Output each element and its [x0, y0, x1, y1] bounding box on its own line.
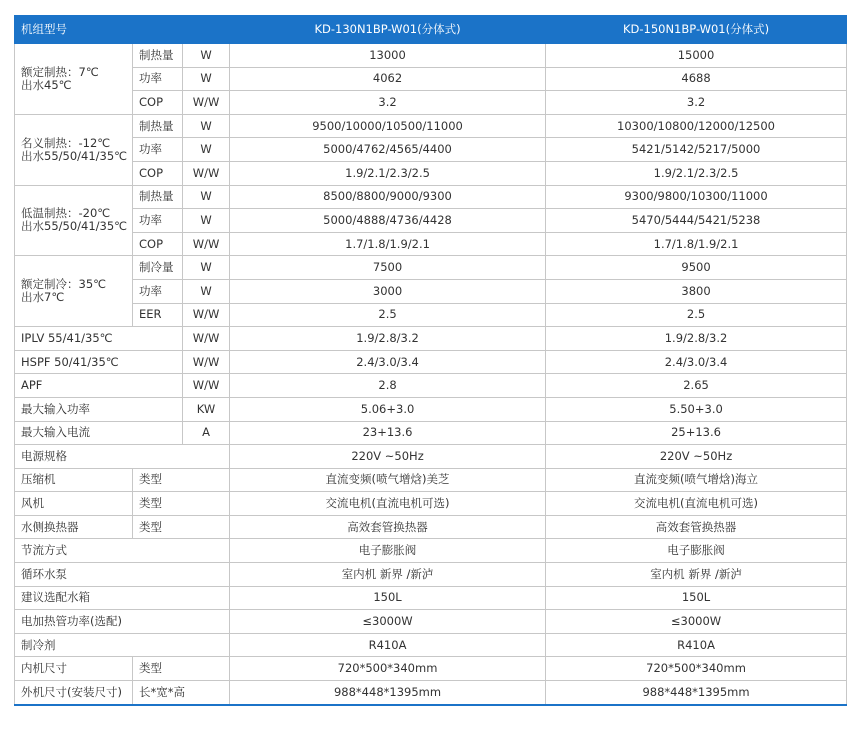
value-a: 2.4/3.0/3.4 — [230, 350, 546, 374]
header-label: 机组型号 — [15, 16, 230, 44]
value-a: 988*448*1395mm — [230, 681, 546, 705]
table-row — [15, 421, 847, 445]
value-a: 7500 — [230, 256, 546, 280]
value-a: 高效套管换热器 — [230, 515, 546, 539]
unit-cell: W — [183, 44, 230, 68]
row-label: APF — [15, 374, 183, 398]
value-b: 直流变频(喷气增焓)海立 — [546, 468, 847, 492]
value-a: 2.8 — [230, 374, 546, 398]
table-row — [15, 185, 847, 209]
spec-table — [14, 15, 847, 706]
value-a: 交流电机(直流电机可选) — [230, 492, 546, 516]
row-label: 循环水泵 — [15, 563, 230, 587]
group-label: 低温制热：-20℃ 出水55/50/41/35℃ — [15, 185, 133, 256]
table-row — [15, 67, 847, 91]
unit-cell: W — [183, 209, 230, 233]
model-b-name: KD-150N1BP-W01(分体式) — [546, 16, 847, 44]
sub-label: COP — [133, 161, 183, 185]
sub-label: 功率 — [133, 209, 183, 233]
value-b: 电子膨胀阀 — [546, 539, 847, 563]
value-a: 5000/4762/4565/4400 — [230, 138, 546, 162]
value-a: 1.9/2.8/3.2 — [230, 327, 546, 351]
sub-label: 功率 — [133, 138, 183, 162]
value-a: 5.06+3.0 — [230, 397, 546, 421]
row-label: 风机 — [15, 492, 133, 516]
table-row — [15, 327, 847, 351]
sub-label: 类型 — [133, 468, 230, 492]
value-b: 4688 — [546, 67, 847, 91]
unit-cell: W/W — [183, 350, 230, 374]
table-row — [15, 610, 847, 634]
value-a: 4062 — [230, 67, 546, 91]
group-label: 名义制热：-12℃ 出水55/50/41/35℃ — [15, 114, 133, 185]
sub-label: 类型 — [133, 492, 230, 516]
value-a: 2.5 — [230, 303, 546, 327]
unit-cell: W — [183, 67, 230, 91]
value-a: 5000/4888/4736/4428 — [230, 209, 546, 233]
table-row — [15, 657, 847, 681]
value-a: 直流变频(喷气增焓)美芝 — [230, 468, 546, 492]
value-b: 高效套管换热器 — [546, 515, 847, 539]
table-row — [15, 161, 847, 185]
header-row — [15, 16, 847, 44]
value-b: 2.4/3.0/3.4 — [546, 350, 847, 374]
value-b: ≤3000W — [546, 610, 847, 634]
value-a: 3.2 — [230, 91, 546, 115]
unit-cell: W — [183, 185, 230, 209]
value-a: 室内机 新界 /新泸 — [230, 563, 546, 587]
sub-label: COP — [133, 91, 183, 115]
table-row — [15, 44, 847, 68]
table-row — [15, 633, 847, 657]
table-row — [15, 209, 847, 233]
sub-label: 功率 — [133, 67, 183, 91]
value-b: 220V ~50Hz — [546, 445, 847, 469]
table-row — [15, 681, 847, 705]
unit-cell: W/W — [183, 161, 230, 185]
row-label: 最大输入电流 — [15, 421, 183, 445]
table-row — [15, 468, 847, 492]
table-row — [15, 279, 847, 303]
sub-label: COP — [133, 232, 183, 256]
sub-label: 功率 — [133, 279, 183, 303]
value-b: 5470/5444/5421/5238 — [546, 209, 847, 233]
row-label: 电源规格 — [15, 445, 230, 469]
sub-label: 制热量 — [133, 44, 183, 68]
sub-label: 制冷量 — [133, 256, 183, 280]
value-a: 220V ~50Hz — [230, 445, 546, 469]
value-a: ≤3000W — [230, 610, 546, 634]
value-b: 150L — [546, 586, 847, 610]
row-label: 制冷剂 — [15, 633, 230, 657]
value-b: 15000 — [546, 44, 847, 68]
unit-cell: W/W — [183, 91, 230, 115]
value-a: 3000 — [230, 279, 546, 303]
table-row — [15, 539, 847, 563]
value-a: R410A — [230, 633, 546, 657]
sub-label: 类型 — [133, 657, 230, 681]
value-b: 1.9/2.8/3.2 — [546, 327, 847, 351]
value-b: R410A — [546, 633, 847, 657]
unit-cell: W — [183, 256, 230, 280]
table-row — [15, 586, 847, 610]
table-row — [15, 138, 847, 162]
value-a: 9500/10000/10500/11000 — [230, 114, 546, 138]
table-row — [15, 563, 847, 587]
value-b: 1.7/1.8/1.9/2.1 — [546, 232, 847, 256]
row-label: 外机尺寸(安装尺寸) — [15, 681, 133, 705]
value-b: 交流电机(直流电机可选) — [546, 492, 847, 516]
row-label: IPLV 55/41/35℃ — [15, 327, 183, 351]
group-label: 额定制热：7℃ 出水45℃ — [15, 44, 133, 115]
row-label: 最大输入功率 — [15, 397, 183, 421]
table-row — [15, 303, 847, 327]
sub-label: 长*宽*高 — [133, 681, 230, 705]
value-b: 720*500*340mm — [546, 657, 847, 681]
unit-cell: W — [183, 114, 230, 138]
value-a: 150L — [230, 586, 546, 610]
value-a: 13000 — [230, 44, 546, 68]
value-a: 23+13.6 — [230, 421, 546, 445]
value-a: 8500/8800/9000/9300 — [230, 185, 546, 209]
table-row — [15, 515, 847, 539]
unit-cell: W — [183, 279, 230, 303]
group-label: 额定制冷：35℃ 出水7℃ — [15, 256, 133, 327]
table-row — [15, 114, 847, 138]
table-row — [15, 397, 847, 421]
table-row — [15, 256, 847, 280]
row-label: HSPF 50/41/35℃ — [15, 350, 183, 374]
value-b: 1.9/2.1/2.3/2.5 — [546, 161, 847, 185]
row-label: 压缩机 — [15, 468, 133, 492]
unit-cell: W/W — [183, 374, 230, 398]
sub-label: 类型 — [133, 515, 230, 539]
value-b: 25+13.6 — [546, 421, 847, 445]
row-label: 节流方式 — [15, 539, 230, 563]
value-b: 室内机 新界 /新泸 — [546, 563, 847, 587]
table-row — [15, 374, 847, 398]
value-a: 电子膨胀阀 — [230, 539, 546, 563]
unit-cell: W/W — [183, 232, 230, 256]
value-b: 988*448*1395mm — [546, 681, 847, 705]
value-b: 9300/9800/10300/11000 — [546, 185, 847, 209]
table-row — [15, 445, 847, 469]
row-label: 建议选配水箱 — [15, 586, 230, 610]
value-b: 3.2 — [546, 91, 847, 115]
table-row — [15, 492, 847, 516]
sub-label: 制热量 — [133, 114, 183, 138]
table-row — [15, 232, 847, 256]
row-label: 水侧换热器 — [15, 515, 133, 539]
unit-cell: KW — [183, 397, 230, 421]
value-b: 2.5 — [546, 303, 847, 327]
value-b: 2.65 — [546, 374, 847, 398]
value-b: 10300/10800/12000/12500 — [546, 114, 847, 138]
table-row — [15, 350, 847, 374]
row-label: 电加热管功率(选配) — [15, 610, 230, 634]
sub-label: 制热量 — [133, 185, 183, 209]
sub-label: EER — [133, 303, 183, 327]
value-a: 1.7/1.8/1.9/2.1 — [230, 232, 546, 256]
value-b: 9500 — [546, 256, 847, 280]
model-a-name: KD-130N1BP-W01(分体式) — [230, 16, 546, 44]
unit-cell: A — [183, 421, 230, 445]
unit-cell: W/W — [183, 303, 230, 327]
value-b: 5421/5142/5217/5000 — [546, 138, 847, 162]
value-b: 3800 — [546, 279, 847, 303]
unit-cell: W — [183, 138, 230, 162]
value-b: 5.50+3.0 — [546, 397, 847, 421]
unit-cell: W/W — [183, 327, 230, 351]
value-a: 720*500*340mm — [230, 657, 546, 681]
row-label: 内机尺寸 — [15, 657, 133, 681]
table-row — [15, 91, 847, 115]
value-a: 1.9/2.1/2.3/2.5 — [230, 161, 546, 185]
